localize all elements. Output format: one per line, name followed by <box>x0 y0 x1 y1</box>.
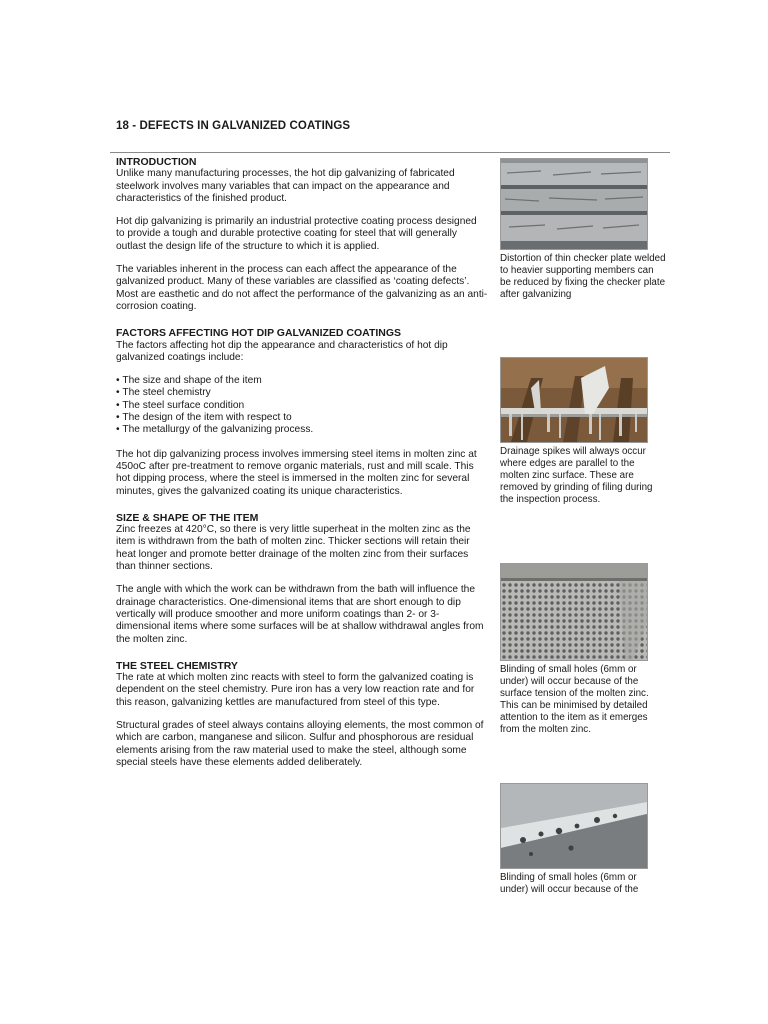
figure-coating-closeup <box>500 783 666 896</box>
section-heading: THE STEEL CHEMISTRY <box>116 659 238 672</box>
paragraph: Zinc freezes at 420°C, so there is very little superheat in the molten zinc as the item is withdrawn from the bath of molten zinc. Thicker sections will retain their heat longer and promote better drainage of the molten zinc from their surfaces than thinner sections. <box>116 524 471 573</box>
paragraph: The variables inherent in the process can each affect the appearance of the galvanized product. Many of these variables are classified as ‘coating defects’. Most are easthetic and do not affect the performance of the galvanizing as an anti-corrosion coating. <box>116 264 488 312</box>
list-item: • The design of the item with respect to <box>116 412 488 424</box>
paragraph: The rate at which molten zinc reacts with steel to form the galvanized coating is dependent on the steel chemistry. Pure iron has a very low reaction rate and for this reason, galvanizing kettles are manufactured from steel of this type. <box>116 672 475 708</box>
section-steel-chemistry <box>116 660 488 769</box>
figure-caption: Blinding of small holes (6mm or under) will occur because of the surface tension of the molten zinc. This can be minimised by detailed attention to the item as it emerges from the molten zinc. <box>500 664 649 735</box>
figure-caption: Distortion of thin checker plate welded to heavier supporting members can be reduced by fixing the checker plate after galvanizing <box>500 253 666 300</box>
checker-plate-photo <box>500 158 648 250</box>
header-divider <box>110 152 670 153</box>
paragraph: The hot dip galvanizing process involves immersing steel items in molten zinc at 450oC after pre-treatment to remove organic materials, rust and mill scale. This hot dipping process, where the steel is immersed in the molten zinc for several minutes, gives the galvanized coating its unique characteristics. <box>116 448 477 497</box>
list-item: • The steel chemistry <box>116 387 488 399</box>
section-heading: FACTORS AFFECTING HOT DIP GALVANIZED COATINGS <box>116 327 402 340</box>
section-introduction <box>116 156 488 313</box>
figure-drainage-spikes <box>500 357 666 506</box>
coating-closeup-photo <box>500 783 648 869</box>
figure-checker-plate <box>500 158 666 301</box>
list-item: • The size and shape of the item <box>116 375 488 387</box>
figure-caption: Blinding of small holes (6mm or under) will occur because of the <box>500 872 639 895</box>
list-item: • The steel surface condition <box>116 400 488 412</box>
section-heading: SIZE & SHAPE OF THE ITEM <box>116 511 259 524</box>
section-heading: INTRODUCTION <box>116 156 197 168</box>
figure-perforated-plate <box>500 563 666 736</box>
drainage-spikes-photo <box>500 357 648 443</box>
factors-list <box>116 375 488 436</box>
paragraph: Structural grades of steel always contains alloying elements, the most common of which are carbon, manganese and silicon. Sulfur and phosphorous are residual elements arising from the raw material used to make the steel, although some special steels have these elements added deliberately. <box>116 719 484 768</box>
section-size-shape <box>116 512 488 646</box>
paragraph: Hot dip galvanizing is primarily an industrial protective coating process designed to provide a tough and durable protective coating for steel that will generally outlast the design life of the structure to which it is applied. <box>116 216 477 252</box>
paragraph: The angle with which the work can be withdrawn from the bath will influence the drainage characteristics. One-dimensional items that are short enough to dip vertically will produce smoother and more uniform coatings than 2- or 3-dimensional items where some surfaces will be at shallow withdrawal angles from the molten zinc. <box>116 584 484 645</box>
main-column <box>116 156 488 783</box>
section-factors <box>116 327 488 498</box>
list-item: • The metallurgy of the galvanizing process. <box>116 424 488 436</box>
figure-caption: Drainage spikes will always occur where edges are parallel to the molten zinc surface. These are removed by grinding of filing during the inspection process. <box>500 446 653 505</box>
perforated-plate-photo <box>500 563 648 661</box>
paragraph: Unlike many manufacturing processes, the hot dip galvanizing of fabricated steelwork involves many variables that can impact on the appearance and characteristics of the finished product. <box>116 168 455 204</box>
paragraph: The factors affecting hot dip the appearance and characteristics of hot dip galvanized coatings include: <box>116 339 448 363</box>
page-title: 18 - DEFECTS IN GALVANIZED COATINGS <box>116 120 351 132</box>
